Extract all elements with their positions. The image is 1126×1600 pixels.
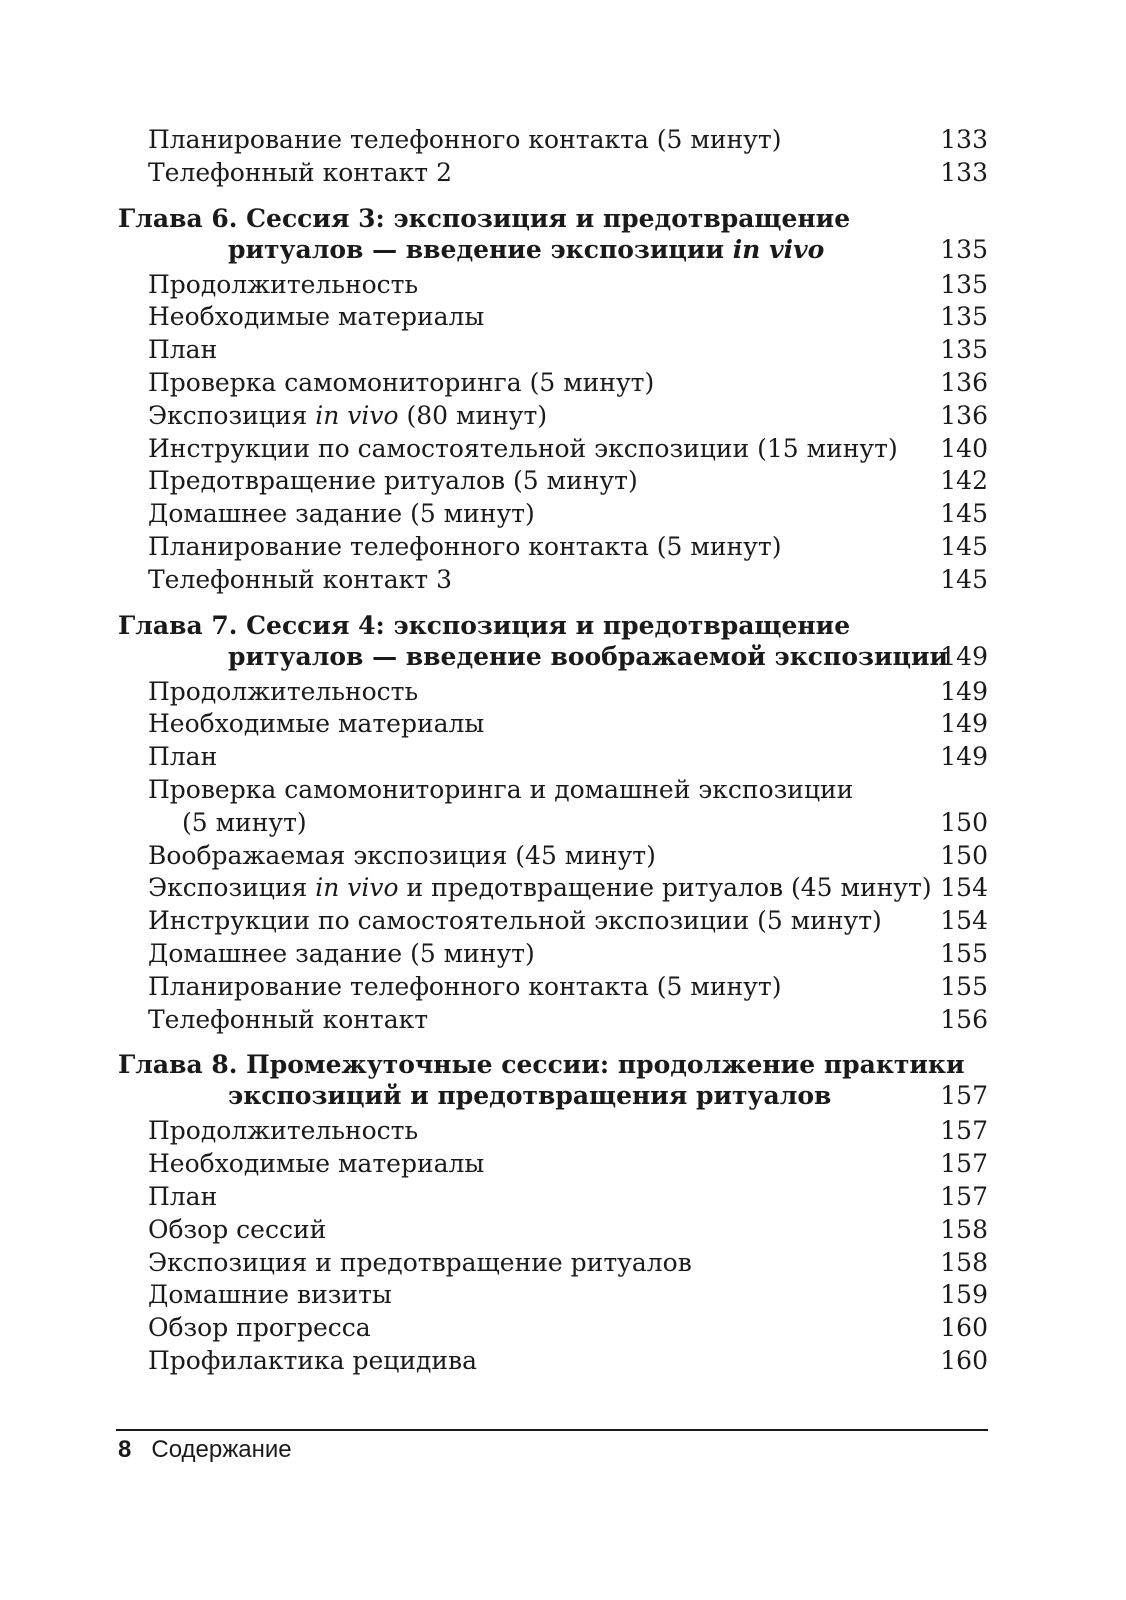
chapter-title-line-1: Глава 8. Промежуточные сессии: продолжение практики [118,1050,965,1080]
chapter-page: 157 [940,1081,988,1111]
toc-entry-title: План [148,335,218,365]
toc-entry-page: 142 [940,466,988,496]
chapter-page: 149 [940,641,988,671]
toc-entry [118,301,988,334]
chapter-title-text: ритуалов — введение экспозиции [228,234,733,264]
toc-entry-title: Проверка самомониторинга (5 минут) [148,367,655,397]
toc-entry-page: 145 [940,564,988,594]
toc-entry-page: 135 [940,269,988,299]
toc-entry-page: 135 [940,335,988,365]
toc-entry [118,938,988,971]
toc-entry-title: План [148,742,218,772]
toc-entry-title: Необходимые материалы [148,302,485,332]
toc-entry-page: 156 [940,1004,988,1034]
toc-entry [118,1148,988,1181]
toc-entry-page: 135 [940,302,988,332]
toc-entry-title: Планирование телефонного контакта (5 минут) [148,971,782,1001]
toc-entry [118,400,988,433]
toc-entry-title: Необходимые материалы [148,1149,485,1179]
chapter-page: 135 [940,234,988,264]
toc-entry [118,269,988,302]
toc-entry-title: Домашнее задание (5 минут) [148,938,535,968]
chapter-title-line-2: экспозиций и предотвращения ритуалов [228,1081,832,1111]
toc-entry-page: 154 [940,873,988,903]
toc-entry [118,433,988,466]
toc-entry-title [118,400,908,433]
toc-entry-page: 159 [940,1280,988,1310]
toc-entry [118,1214,988,1247]
toc-entry [118,531,988,564]
toc-entry [118,971,988,1004]
toc-entry-title-text: Экспозиция [148,873,316,903]
chapter-title-line-1: Глава 6. Сессия 3: экспозиция и предотвращение [118,203,851,233]
toc-entry-page: 158 [940,1247,988,1277]
toc-entry-title: Обзор сессий [148,1214,327,1244]
toc-entry [118,367,988,400]
toc-entry-title: План [148,1181,218,1211]
toc-entry-title: Проверка самомониторинга и домашней экспозиции [148,774,854,804]
toc-entry [118,872,988,905]
chapter-title-line-2 [118,234,908,265]
toc-entry [118,1279,988,1312]
toc-entry [118,840,988,873]
toc-entry-page: 133 [940,157,988,187]
toc-entry-page: 136 [940,367,988,397]
toc-entry-title-italic: in vivo [315,400,399,430]
page-number: 8 [118,1436,132,1463]
toc-entry [118,1312,988,1345]
running-header: Содержание [151,1436,292,1463]
chapter-title-line-2: ритуалов — введение воображаемой экспозиции [228,641,949,671]
page-footer [118,1434,292,1466]
toc-entry-title: Планирование телефонного контакта (5 минут) [148,125,782,154]
toc-entry [118,498,988,531]
toc-entry-page: 145 [940,499,988,529]
toc-entry-title-continuation: (5 минут) [182,807,307,837]
toc-entry-page: 149 [940,676,988,706]
toc-entry [118,774,988,840]
toc-entry-page: 158 [940,1214,988,1244]
chapter-title-line-1: Глава 7. Сессия 4: экспозиция и предотвращение [118,610,851,640]
toc-entry-page: 133 [940,125,988,154]
toc-entry-title: Экспозиция и предотвращение ритуалов [148,1247,692,1277]
toc-entry-title: Продолжительность [148,269,419,299]
toc-entry-title: Необходимые материалы [148,709,485,739]
toc-entry-page: 136 [940,400,988,430]
toc-entry-page: 155 [940,938,988,968]
toc-entry-page: 157 [940,1116,988,1146]
chapter-8-heading [118,1049,988,1111]
toc-entry-title-text: и предотвращение ритуалов (45 минут) [398,873,932,903]
toc-entry-title-text: Экспозиция [148,400,316,430]
toc-entry-page: 157 [940,1149,988,1179]
toc-entry [118,1181,988,1214]
toc-entry-page: 160 [940,1313,988,1343]
toc-entry-title: Инструкции по самостоятельной экспозиции (15 минут) [148,433,898,463]
toc-entry-title-italic: in vivo [315,873,399,903]
toc-entry-page: 149 [940,742,988,772]
toc-entry-title: Домашние визиты [148,1280,392,1310]
toc-entry-title: Обзор прогресса [148,1313,371,1343]
chapter-6-heading [118,203,988,265]
toc-entry-title: Телефонный контакт [148,1004,429,1034]
toc-entry [118,676,988,709]
toc-entry-page: 150 [940,807,988,837]
toc-entry [118,334,988,367]
toc-entry-page: 140 [940,433,988,463]
toc-entry [118,1004,988,1037]
toc-entry [118,157,988,190]
toc-entry-title: Телефонный контакт 3 [148,564,452,594]
toc-entry [118,741,988,774]
chapter-7-heading [118,610,988,672]
toc-entry-page: 155 [940,971,988,1001]
toc-entry-title: Продолжительность [148,1116,419,1146]
toc-entry-title: Профилактика рецидива [148,1345,478,1375]
footer-rule [116,1429,988,1431]
toc-entry-title: Планирование телефонного контакта (5 минут) [148,531,782,561]
toc-entry [118,124,988,157]
toc-entry-title: Воображаемая экспозиция (45 минут) [148,840,656,870]
toc-entry [118,905,988,938]
toc-entry [118,465,988,498]
toc-entry [118,1115,988,1148]
toc-entry-page: 150 [940,840,988,870]
chapter-title-italic: in vivo [732,234,825,264]
toc-entry-title: Продолжительность [148,676,419,706]
toc-entry [118,708,988,741]
toc-entry [118,1345,988,1378]
toc-entry-title: Инструкции по самостоятельной экспозиции (5 минут) [148,906,882,936]
toc-entry [118,564,988,597]
toc-entry-page: 154 [940,906,988,936]
toc-entry-title [118,872,932,905]
toc-entry-page: 157 [940,1181,988,1211]
toc-entry [118,1247,988,1280]
toc-entry-page: 160 [940,1345,988,1375]
toc-entry-title: Домашнее задание (5 минут) [148,499,535,529]
toc-entry-title: Телефонный контакт 2 [148,157,452,187]
toc-entry-title-text: (80 минут) [398,400,548,430]
toc-entry-page: 145 [940,531,988,561]
toc-entry-page: 149 [940,709,988,739]
toc-entry-title: Предотвращение ритуалов (5 минут) [148,466,638,496]
table-of-contents [118,124,988,1378]
